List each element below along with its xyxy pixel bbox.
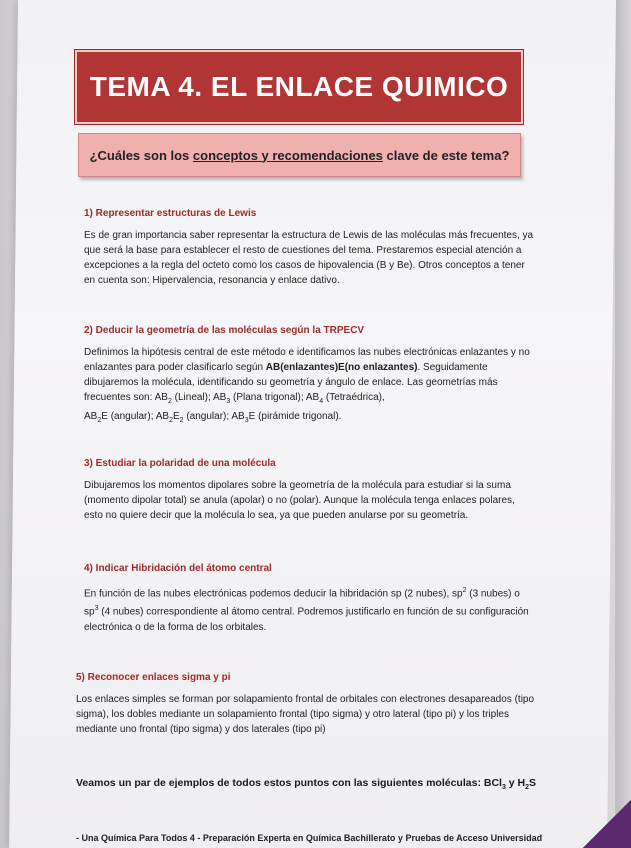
section-body: Definimos la hipótesis central de este método e identificamos las nubes electrónicas enlazantes y no enlazantes para poder clasificarlo según AB(enlazantes)E(no enlazantes). Seguidamente dibujaremos la molécula, identificando su geometría y ángulo de enlace. Las geometrías más frecuentes son: $AB_2$ (Lineal); $AB_3$ (Plana trigonal); $AB_4$ (Tetraédrica), $AB_2E$ (angular); $AB_2E_2$ (angular); $AB_3E$ (pirámide trigonal). <box>84 347 530 424</box>
subtitle-part-2: clave de este tema? <box>382 147 510 163</box>
title-banner <box>75 50 523 124</box>
subtitle-underlined: conceptos y recomendaciones <box>192 147 383 163</box>
subtitle-text <box>90 148 510 163</box>
section-heading: 2) Deducir la geometría de las moléculas según la TRPECV <box>84 325 365 336</box>
subtitle-banner <box>78 133 521 177</box>
background-right <box>615 0 631 848</box>
section-heading: 1) Representar estructuras de Lewis <box>84 208 257 219</box>
section-heading: 5) Reconocer enlaces sigma y pi <box>76 672 231 683</box>
section-polarity <box>84 458 536 523</box>
section-heading: 3) Estudiar la polaridad de una molécula <box>84 458 276 469</box>
closing-line: Veamos un par de ejemplos de todos estos puntos con las siguientes moléculas: BCl$_3$ y $H_2S$ <box>76 777 537 792</box>
section-geometry <box>84 325 536 428</box>
section-body: Los enlaces simples se forman por solapamiento frontal de orbitales con electrones desapareados (tipo sigma), los dobles mediante un solapamiento frontal (tipo sigma) y otro lateral (tipo pi) y los triples mediante uno frontal (tipo sigma) y dos laterales (tipo pi) <box>76 694 535 735</box>
page-footer: - Una Química Para Todos 4 - Preparación Experta en Química Bachillerato y Pruebas de Acceso Universidad <box>76 833 543 843</box>
section-body: Es de gran importancia saber representar la estructura de Lewis de las moléculas más frecuentes, ya que será la base para establecer el resto de cuestiones del tema. Prestaremos especial atención a excepciones a la regla del octeto como los casos de hipovalencia (B y Be). Otros conceptos a tener en cuenta son: Hipervalencia, resonancia y enlace dativo. <box>84 230 534 286</box>
section-body: En función de las nubes electrónicas podemos deducir la hibridación sp (2 nubes), $sp^2$ (3 nubes) o $sp^3$ (4 nubes) correspondiente al átomo central. Podremos justificarlo en función de su configuración electrónica o de la forma de los orbitales. <box>84 587 529 633</box>
section-heading: 4) Indicar Hibridación del átomo central <box>84 563 272 574</box>
section-hybridization <box>84 563 536 635</box>
subtitle-part-1: ¿Cuáles son los <box>89 147 193 163</box>
page-title: TEMA 4. EL ENLACE QUIMICO <box>89 71 509 102</box>
section-body: Dibujaremos los momentos dipolares sobre la geometría de la molécula para estudiar si la suma (momento dipolar total) se anula (apolar) o no (polar). Aunque la molécula tenga enlaces polares, esto no quiere decir que la molécula lo sea, ya que pueden anularse por su geometría. <box>84 480 515 521</box>
section-lewis <box>84 208 536 288</box>
section-sigma-pi <box>76 672 536 737</box>
purple-corner-decoration <box>583 800 631 848</box>
